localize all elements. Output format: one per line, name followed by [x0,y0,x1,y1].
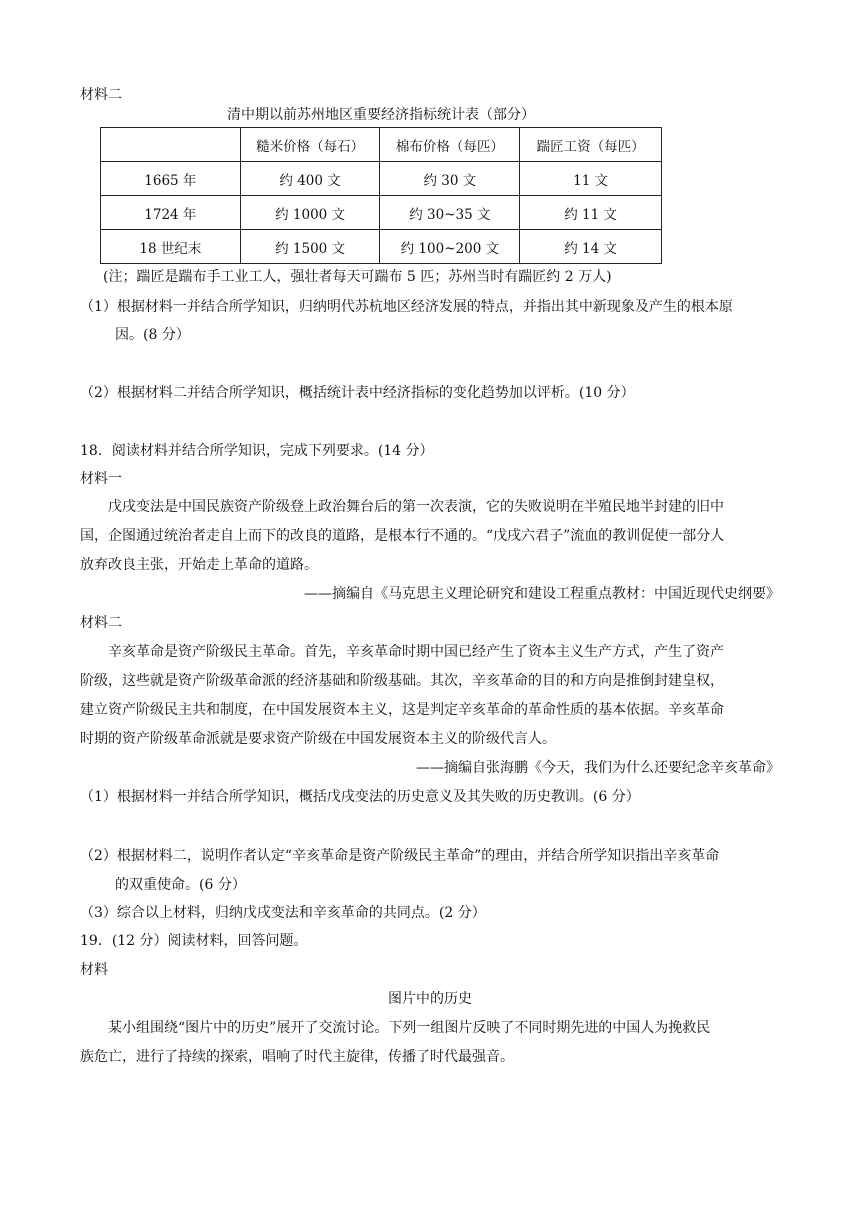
table-cell: 约 11 文 [520,196,662,230]
q18-material-one-line: 国，企图通过统治者走自上而下的改良的道路，是根本行不通的。“戊戌六君子”流血的教训促使一部分人 [80,528,725,544]
q18-material-two-line: 阶级，这些就是资产阶级革命派的经济基础和阶级基础。其次，辛亥革命的目的和方向是推倒封建皇权， [80,673,724,689]
q18-material-two-line: 辛亥革命是资产阶级民主革命。首先，辛亥革命时期中国已经产生了资本主义生产方式，产生了资产 [108,644,724,660]
q18-question-2-line1: （2）根据材料二，说明作者认定“辛亥革命是资产阶级民主革命”的理由，并结合所学知识指出辛亥革命 [80,848,720,864]
table-cell: 约 400 文 [240,162,380,196]
table-cell: 11 文 [520,162,662,196]
table-cell: 1665 年 [101,162,241,196]
table-cell: 约 1500 文 [240,230,380,264]
table-header-cell: 糙米价格（每石） [240,128,380,162]
table-header-cell: 棉布价格（每匹） [380,128,520,162]
table-cell: 约 14 文 [520,230,662,264]
q17-part1-line2: 因。(8 分） [115,327,190,343]
q18-material-two-source: ——摘编自张海鹏《今天，我们为什么还要纪念辛亥革命》 [416,760,780,776]
q19-text-line: 某小组围绕“图片中的历史”展开了交流讨论。下列一组图片反映了不同时期先进的中国人为挽救民 [108,1020,711,1036]
q18-question-1: （1）根据材料一并结合所学知识，概括戊戌变法的历史意义及其失败的历史教训。(6 分） [80,789,640,805]
q18-material-one-line: 放弃改良主张，开始走上革命的道路。 [80,557,318,573]
q18-material-two-line: 时期的资产阶级革命派就是要求资产阶级在中国发展资本主义的阶级代言人。 [80,731,556,747]
table-cell: 约 30~35 文 [380,196,520,230]
table-row [101,230,662,264]
table-row [101,162,662,196]
q18-material-one-line: 戊戌变法是中国民族资产阶级登上政治舞台后的第一次表演，它的失败说明在半殖民地半封建的旧中 [108,499,724,515]
q18-material-one-source: ——摘编自《马克思主义理论研究和建设工程重点教材：中国近现代史纲要》 [304,586,780,602]
material-two-label: 材料二 [80,87,122,103]
table-header-cell: 踹匠工资（每匹） [520,128,662,162]
q18-material-two-line: 建立资产阶级民主共和制度，在中国发展资本主义，这是判定辛亥革命的革命性质的基本依据。辛亥革命 [80,702,724,718]
q19-title: 19．(12 分）阅读材料，回答问题。 [80,933,308,949]
table-cell: 1724 年 [101,196,241,230]
q18-question-3: （3）综合以上材料，归纳戊戌变法和辛亥革命的共同点。(2 分） [80,905,486,921]
q18-material-two-label: 材料二 [80,615,122,631]
table-header-row [101,128,662,162]
table-header-cell [101,128,241,162]
table-cell: 约 1000 文 [240,196,380,230]
q17-part2: （2）根据材料二并结合所学知识，概括统计表中经济指标的变化趋势加以评析。(10 分） [80,385,635,401]
table-row [101,196,662,230]
q19-material-label: 材料 [80,962,108,978]
economic-indicator-table [100,127,662,264]
q18-material-one-label: 材料一 [80,471,122,487]
table-cell: 约 30 文 [380,162,520,196]
q19-subtitle: 图片中的历史 [388,991,472,1007]
q17-part1-line1: （1）根据材料一并结合所学知识，归纳明代苏杭地区经济发展的特点，并指出其中新现象及产生的根本原 [80,299,733,315]
table-title: 清中期以前苏州地区重要经济指标统计表（部分） [227,107,535,123]
q18-question-2-line2: 的双重使命。(6 分） [115,877,246,893]
table-note: (注；踹匠是踹布手工业工人，强壮者每天可踹布 5 匹；苏州当时有踹匠约 2 万人) [103,269,612,285]
table-cell: 18 世纪末 [101,230,241,264]
q18-title: 18．阅读材料并结合所学知识，完成下列要求。(14 分） [80,443,434,459]
table-cell: 约 100~200 文 [380,230,520,264]
q19-text-line: 族危亡，进行了持续的探索，唱响了时代主旋律，传播了时代最强音。 [80,1049,514,1065]
